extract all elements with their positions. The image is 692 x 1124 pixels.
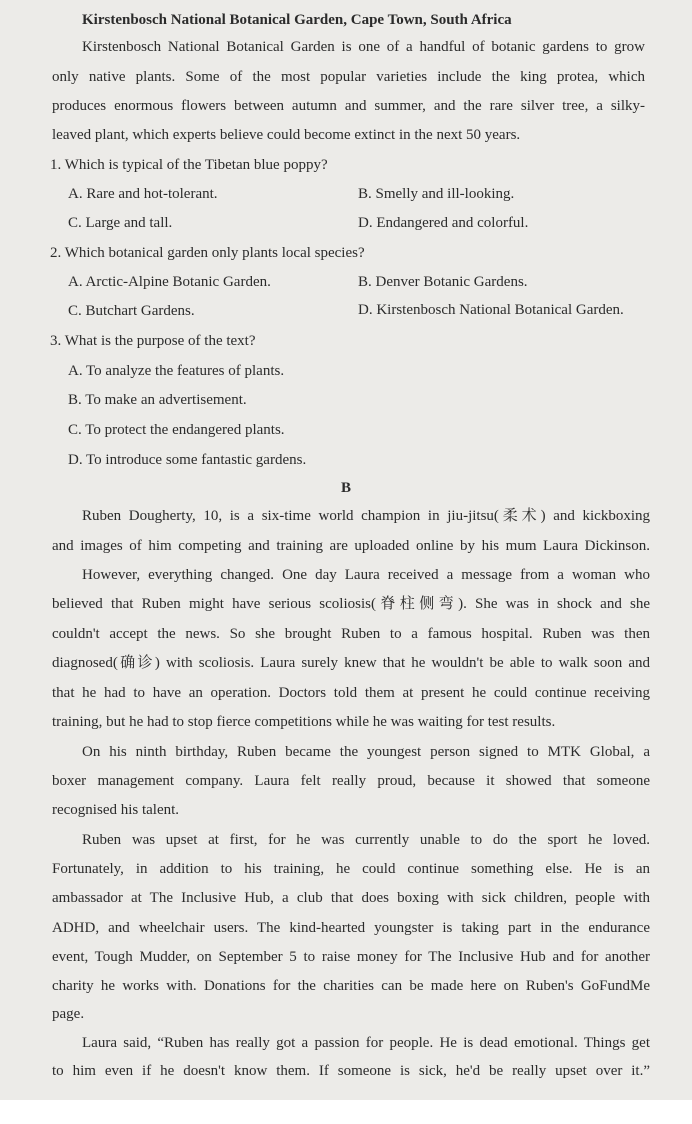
passage-b-line: to him even if he doesn't know them. If someone is sick, he'd be really upset over it.”	[52, 1063, 650, 1079]
passage-b-line: On his ninth birthday, Ruben became the youngest person signed to MTK Global, a	[82, 744, 650, 760]
passage-b-line: However, everything changed. One day Laura received a message from a woman who	[82, 567, 650, 583]
passage-b-line: and images of him competing and training are uploaded online by his mum Laura Dickinson.	[52, 538, 650, 554]
question-1-option-c: C. Large and tall.	[68, 215, 173, 231]
passage-b-line: that he had to have an operation. Doctors told them at present he could continue receiving	[52, 685, 650, 701]
passage-b-line: diagnosed(确诊) with scoliosis. Laura surely knew that he wouldn't be able to walk soon and	[52, 655, 650, 671]
question-1-option-d: D. Endangered and colorful.	[358, 215, 529, 231]
question-1-option-a: A. Rare and hot-tolerant.	[68, 186, 218, 202]
question-2-option-a: A. Arctic-Alpine Botanic Garden.	[68, 274, 271, 290]
passage-b-line: event, Tough Mudder, on September 5 to raise money for The Inclusive Hub and for another	[52, 949, 650, 965]
passage-b-line: Ruben Dougherty, 10, is a six-time world champion in jiu-jitsu(柔术) and kickboxing	[82, 508, 650, 524]
question-1-option-b: B. Smelly and ill-looking.	[358, 186, 515, 202]
passage-a-line: Kirstenbosch National Botanical Garden is one of a handful of botanic gardens to grow	[82, 39, 645, 55]
question-2-option-d: D. Kirstenbosch National Botanical Garden.	[358, 302, 624, 318]
question-3-option-a: A. To analyze the features of plants.	[68, 363, 285, 379]
passage-a-line: leaved plant, which experts believe could become extinct in the next 50 years.	[52, 127, 521, 143]
passage-b-line: training, but he had to stop fierce competitions while he was waiting for test results.	[52, 714, 556, 730]
passage-b-line: Laura said, “Ruben has really got a passion for people. He is dead emotional. Things get	[82, 1035, 650, 1051]
question-2-stem: 2. Which botanical garden only plants local species?	[50, 245, 365, 261]
question-2-option-c: C. Butchart Gardens.	[68, 303, 195, 319]
passage-b-line: ambassador at The Inclusive Hub, a club that does boxing with sick children, people with	[52, 890, 650, 906]
passage-b-line: charity he works with. Donations for the charities can be made here on Ruben's GoFundMe	[52, 978, 650, 994]
passage-b-line: ADHD, and wheelchair users. The kind-hearted youngster is taking part in the endurance	[52, 920, 650, 936]
passage-a-line: produces enormous flowers between autumn and summer, and the rare silver tree, a silky-	[52, 98, 645, 114]
question-2-option-b: B. Denver Botanic Gardens.	[358, 274, 528, 290]
passage-a-title: Kirstenbosch National Botanical Garden, Cape Town, South Africa	[82, 12, 512, 28]
passage-b-line: page.	[52, 1006, 85, 1022]
passage-b-line: believed that Ruben might have serious scoliosis(脊柱侧弯). She was in shock and she	[52, 596, 650, 612]
passage-b-line: Fortunately, in addition to his training, he could continue something else. He is an	[52, 861, 650, 877]
passage-b-line: couldn't accept the news. So she brought Ruben to a famous hospital. Ruben was then	[52, 626, 650, 642]
passage-a-line: only native plants. Some of the most popular varieties include the king protea, which	[52, 69, 645, 85]
passage-b-line: recognised his talent.	[52, 802, 180, 818]
question-3-option-c: C. To protect the endangered plants.	[68, 422, 285, 438]
question-1-stem: 1. Which is typical of the Tibetan blue poppy?	[50, 157, 328, 173]
question-3-option-b: B. To make an advertisement.	[68, 392, 247, 408]
question-3-option-d: D. To introduce some fantastic gardens.	[68, 452, 307, 468]
section-b-heading: B	[340, 480, 351, 496]
passage-b-line: boxer management company. Laura felt really proud, because it showed that someone	[52, 773, 650, 789]
passage-b-line: Ruben was upset at first, for he was currently unable to do the sport he loved.	[82, 832, 650, 848]
question-3-stem: 3. What is the purpose of the text?	[50, 333, 256, 349]
